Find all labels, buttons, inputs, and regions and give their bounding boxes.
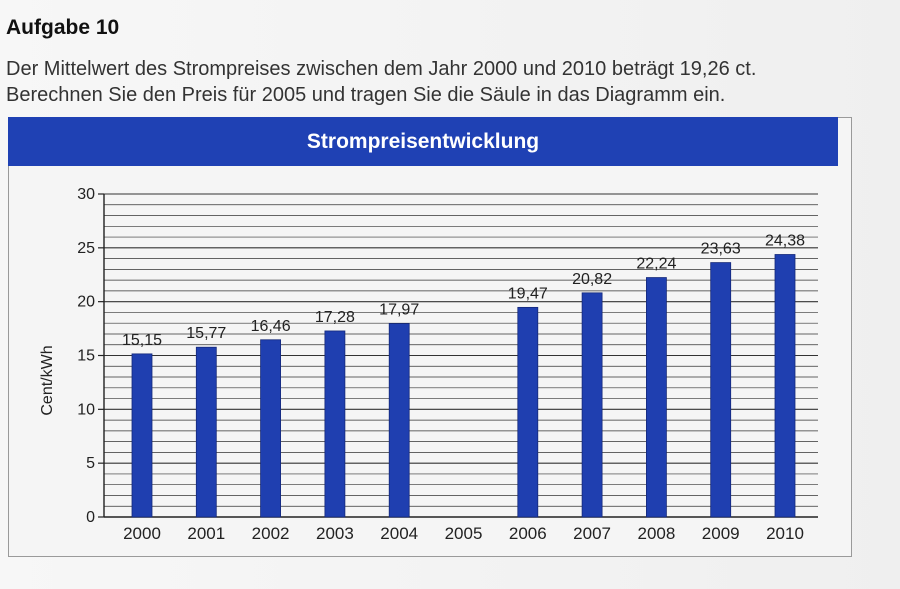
value-label-2001: 15,77: [186, 325, 227, 343]
bar-2007: [582, 293, 602, 517]
y-tick-label: 0: [86, 509, 95, 526]
y-tick-label: 10: [77, 401, 95, 419]
x-tick-label-2004: 2004: [380, 524, 419, 543]
value-label-2002: 16,46: [250, 317, 291, 335]
bar-2008: [646, 278, 666, 517]
value-label-2006: 19,47: [507, 285, 548, 303]
x-tick-label-2008: 2008: [637, 524, 676, 543]
bar-2000: [132, 354, 152, 517]
bar-2004: [389, 324, 409, 517]
bar-2009: [711, 263, 731, 517]
bar-2010: [775, 255, 795, 517]
x-tick-label-2009: 2009: [701, 524, 740, 543]
value-label-2007: 20,82: [572, 270, 613, 288]
x-tick-label-2000: 2000: [123, 524, 161, 543]
value-label-2008: 22,24: [636, 255, 677, 273]
y-tick-label: 30: [77, 186, 95, 203]
bar-2002: [261, 340, 281, 517]
value-label-2009: 23,63: [700, 240, 741, 258]
value-label-2003: 17,28: [314, 308, 355, 326]
value-label-2004: 17,97: [379, 301, 420, 319]
x-tick-label-2010: 2010: [766, 524, 804, 543]
task-text-line-2: Berechnen Sie den Preis für 2005 und tragen Sie die Säule in das Diagramm ein.: [6, 84, 726, 106]
y-axis-title: Cent/kWh: [39, 345, 56, 416]
x-tick-label-2003: 2003: [315, 524, 354, 543]
task-title: Aufgabe 10: [6, 16, 120, 39]
y-tick-label: 20: [77, 293, 95, 311]
x-tick-label-2002: 2002: [251, 524, 290, 543]
chart-title: Strompreisentwicklung: [8, 117, 838, 166]
value-label-2010: 24,38: [764, 232, 806, 250]
bar-2001: [196, 347, 216, 517]
x-tick-label-2006: 2006: [508, 524, 547, 543]
bar-2003: [325, 331, 345, 517]
bar-2006: [518, 307, 538, 517]
y-tick-label: 25: [77, 239, 95, 257]
x-tick-label-2007: 2007: [573, 524, 612, 543]
x-tick-label-2001: 2001: [187, 524, 226, 543]
task-text-line-1: Der Mittelwert des Strompreises zwischen dem Jahr 2000 und 2010 beträgt 19,26 ct.: [6, 58, 757, 80]
y-tick-label: 15: [77, 347, 95, 365]
x-tick-label-2005: 2005: [444, 524, 483, 543]
value-label-2000: 15,15: [121, 331, 163, 349]
y-tick-label: 5: [86, 455, 95, 473]
